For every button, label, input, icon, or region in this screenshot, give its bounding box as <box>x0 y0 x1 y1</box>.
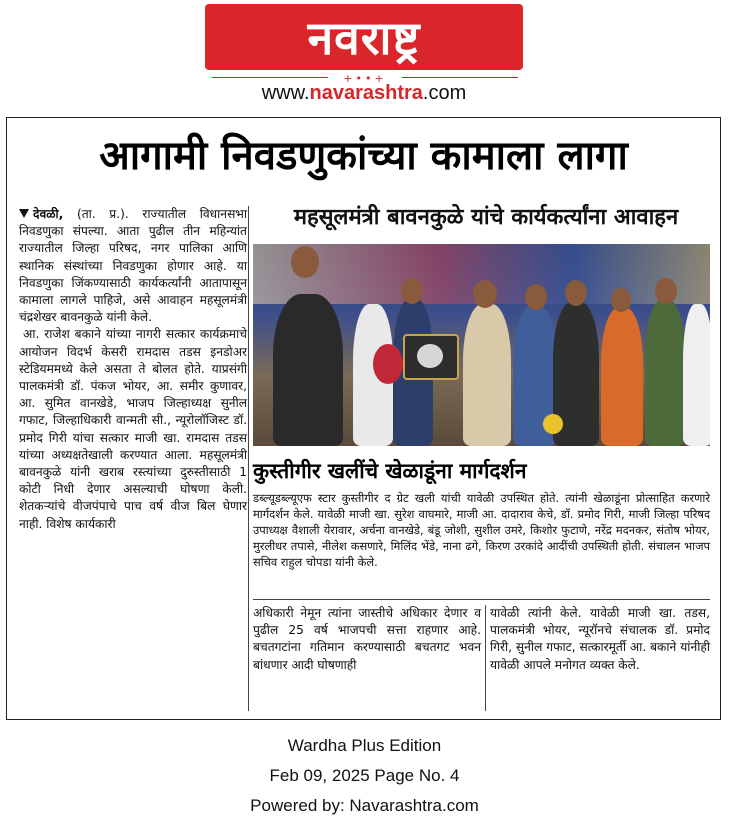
photo-head <box>401 278 423 304</box>
article-subheadline: महसूलमंत्री बावनकुळे यांचे कार्यकर्त्यांना आवाहन <box>293 205 679 230</box>
bouquet <box>373 344 403 384</box>
bouquet <box>543 414 563 434</box>
site-url-prefix: www. <box>261 82 310 104</box>
photo-head <box>291 246 319 278</box>
dateline-source: (ता. प्र.). <box>76 207 129 221</box>
box-paragraph: डब्ल्यूडब्ल्यूएफ स्टार कुस्तीगीर द ग्रेट खली यांची यावेळी उपस्थित होते. त्यांनी खेळाडूंना प्रोत्साहित करणारे मार्गदर्शन केले. यावेळी माजी खा. सुरेश वाघमारे, माजी आ. दादाराव केचे, डॉ. प्रमोद गिरी, माजी जिल्हा परिषद उपाध्यक्ष वैशाली येरावार, अर्चना वानखेडे, बंडू जोशी, सुशील उमरे, किशोर फुटाणे, नरेंद्र मदनकर, संतोष भोयर, मुरलीधर तपासे, नीलेश कसणारे, मिलिंद भेंडे, नाना ढगे, किरण उरकांदे आदींची उपस्थिती होती. संचालन भाजप सचिव राहुल चोपडा यांनी केले. <box>253 491 710 569</box>
article-column-1 <box>19 206 247 533</box>
site-url-link[interactable] <box>210 82 518 105</box>
paragraph-1-text: राज्यातील विधानसभा निवडणुका संपल्या. आता पुढील तीन महिन्यांत राज्यातील जिल्हा परिषद, नगर पालिका आणि स्थानिक संस्थांच्या निवडणुका होणार आहे. या निवडणुका जिंकण्यासाठी कार्यकर्त्यांनी आतापासून कामाला लागले पाहिजे, असे आवाहन महसूलमंत्री चंद्रशेखर बावनकुळे यांनी केले. <box>19 207 248 325</box>
photo-person <box>273 294 343 446</box>
dateline-place: देवळी, <box>33 207 64 221</box>
event-photo <box>253 244 710 446</box>
newspaper-logo[interactable] <box>205 4 523 70</box>
logo-rule-right <box>402 77 518 78</box>
article-headline: आगामी निवडणुकांच्या कामाला लागा <box>99 133 628 179</box>
logo-text: नवराष्ट्र <box>307 11 421 65</box>
photo-person <box>601 308 643 446</box>
article-column-2: अधिकारी नेमून त्यांना जास्तीचे अधिकार देणार व पुढील 25 वर्ष भाजपची सत्ता राहणार आहे. बचतगटांना गतिमान करण्यासाठी बचतगट भवन बांधणार आदी घोषणाही <box>253 606 481 672</box>
news-article <box>6 117 721 720</box>
award-plaque <box>403 334 459 380</box>
dateline-marker-icon <box>19 209 29 218</box>
photo-head <box>655 278 677 304</box>
box-headline: कुस्तीगीर खलींचे खेळाडूंना मार्गदर्शन <box>253 459 527 483</box>
site-url-suffix: .com <box>422 82 467 104</box>
photo-head <box>611 288 631 312</box>
masthead <box>0 0 729 112</box>
column-divider-2 <box>485 605 486 711</box>
photo-person <box>645 300 685 446</box>
column-divider-1 <box>248 206 249 711</box>
article-paragraph-1 <box>19 206 247 326</box>
photo-head <box>565 280 587 306</box>
photo-person <box>683 304 710 446</box>
photo-head <box>525 284 547 310</box>
logo-ornament: +••+ <box>343 72 387 85</box>
article-paragraph-2: आ. राजेश बकाने यांच्या नागरी सत्कार कार्यक्रमाचे आयोजन विदर्भ केसरी रामदास तडस इनडोअर स्टेडियममध्ये केले असता ते बोलत होते. याप्रसंगी पालकमंत्री डॉ. पंकज भोयर, आ. समीर कुणावर, आ. सुमित वानखेडे, भाजप जिल्हाध्यक्ष सुनील गफाट, जिल्हाधिकारी वान्मती सी., न्यूरोलॉजिस्ट डॉ. प्रमोद गिरी यांचा सत्कार माजी खा. रामदास तडस यांच्या अध्यक्षतेखाली करण्यात आला. महसूलमंत्री बावनकुळे यांनी खराब रस्त्यांच्या दुरुस्तीसाठी 1 कोटी निधी देणार असल्याची घोषणा केली. शेतकऱ्यांचे वीजपंपाचे पाच वर्ष वीज बिल घेणार नाही. विशेष कार्यकारी <box>19 327 247 531</box>
logo-rule-left <box>212 77 328 78</box>
site-url-brand: navarashtra <box>309 82 423 104</box>
box-divider <box>253 599 710 600</box>
edition-label: Wardha Plus Edition <box>287 736 442 755</box>
date-page-label: Feb 09, 2025 Page No. 4 <box>269 766 460 785</box>
article-column-3: यावेळी त्यांनी केले. यावेळी माजी खा. तडस, पालकमंत्री भोयर, न्यूरॉनचे संचालक डॉ. प्रमोद गिरी, सुनील गफाट, सत्कारमूर्ती आ. बकाने यांनीही यावेळी आपले मनोगत व्यक्त केले. <box>490 606 710 672</box>
photo-head <box>473 280 497 308</box>
powered-by-link[interactable]: Powered by: Navarashtra.com <box>250 796 479 815</box>
photo-person <box>463 304 511 446</box>
